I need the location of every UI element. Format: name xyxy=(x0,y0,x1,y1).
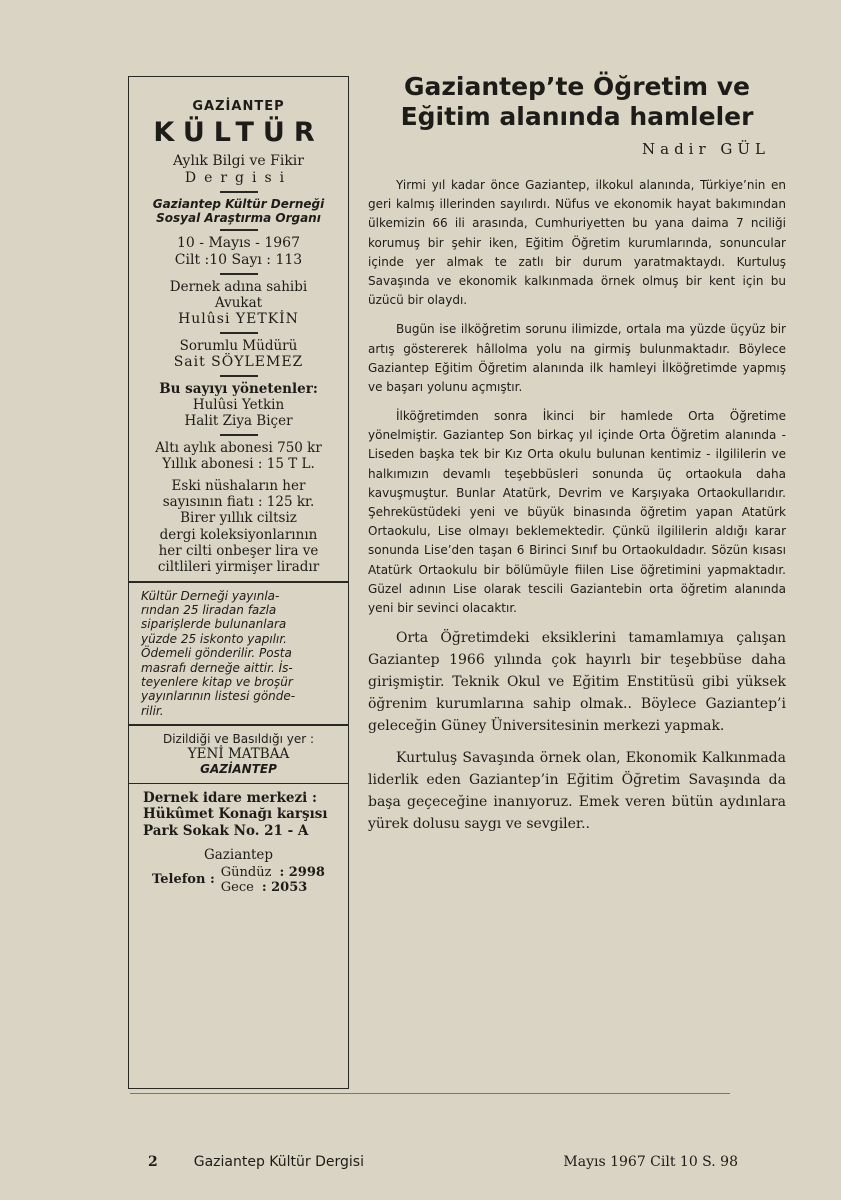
binding-line: ciltlileri yirmişer liradır xyxy=(157,558,320,575)
phone-day-label: Gündüz xyxy=(220,864,272,880)
phone-block xyxy=(133,865,344,895)
masthead-dergisi: Dergisi xyxy=(184,169,293,186)
phone-night: : 2053 xyxy=(261,879,308,895)
masthead-subtitle: Aylık Bilgi ve Fikir xyxy=(173,152,304,169)
article xyxy=(368,72,786,846)
binding-line: her cilti onbeşer lira ve xyxy=(158,542,319,559)
title-line: Eğitim alanında hamleler xyxy=(400,102,754,131)
phone-night-label: Gece xyxy=(220,879,254,895)
bottom-rule xyxy=(130,1093,730,1094)
editor-name: Sait SÖYLEMEZ xyxy=(173,354,304,371)
address-city: Gaziantep xyxy=(203,846,274,863)
editor-label: Sorumlu Müdürü xyxy=(179,338,298,355)
title-line: Gaziantep’te Öğretim ve xyxy=(403,72,751,101)
back-issue-line-1: Eski nüshaların her xyxy=(171,478,306,495)
notice-line: Ödemeli gönderilir. Posta xyxy=(141,646,292,661)
subscription-six-month: Altı aylık abonesi 750 kr xyxy=(155,439,322,456)
divider xyxy=(220,191,258,193)
article-author: Nadir GÜL xyxy=(642,140,770,158)
phone-day: : 2998 xyxy=(279,864,325,880)
notice-line: siparişlerde bulunanlara xyxy=(141,617,287,632)
organ-line-1: Gaziantep Kültür Derneği xyxy=(152,196,325,211)
notice-line: yayınlarının listesi gönde- xyxy=(141,689,296,704)
masthead-box xyxy=(128,76,349,1089)
managers-label: Bu sayıyı yönetenler: xyxy=(159,381,318,398)
footer-issue: Mayıs 1967 Cilt 10 S. 98 xyxy=(563,1154,738,1170)
article-title xyxy=(368,72,786,132)
manager-name: Halit Ziya Biçer xyxy=(184,413,293,430)
phone-label: Telefon : xyxy=(152,872,215,888)
divider xyxy=(220,229,258,231)
section-rule xyxy=(129,581,348,583)
owner-name: Hulûsi YETKİN xyxy=(178,311,299,328)
notice-line: rilir. xyxy=(141,703,164,718)
divider xyxy=(220,332,258,334)
manager-name: Hulûsi Yetkin xyxy=(192,397,285,414)
notice-line: Kültür Derneği yayınla- xyxy=(141,588,280,603)
printed-label: Dizildiği ve Basıldığı yer : xyxy=(162,731,315,746)
divider xyxy=(220,434,258,436)
back-issue-line-2: sayısının fiatı : 125 kr. xyxy=(162,494,315,511)
address-line: Hükûmet Konağı karşısı xyxy=(143,806,328,823)
binding-line: dergi koleksiyonlarının xyxy=(159,526,318,543)
divider xyxy=(220,375,258,377)
masthead-title: KÜLTÜR xyxy=(153,116,324,148)
footer-magazine: Gaziantep Kültür Dergisi xyxy=(193,1154,364,1170)
notice-line: yüzde 25 iskonto yapılır. xyxy=(141,631,287,646)
article-paragraph: Yirmi yıl kadar önce Gaziantep, ilkokul alanında, Türkiye’nin en geri kalmış illerinden sayılırdı. Nüfus ve ekonomik hayat bakımından ülkemizin 66 ili arasında, Cumhuriyetten bu yana daima 7 nciliği korumuş bir şehir iken, Eğitim Öğretim kurumlarında, sonuncular içinde yer almak te zatlı bir durum yaratmaktaydı. Kurtuluş Savaşında ve ekonomik kalkınmada örnek olmuş bir kent için bu üzücü bir olaydı. xyxy=(368,178,786,308)
notice-line: teyenlere kitap ve broşür xyxy=(141,675,293,690)
discount-notice xyxy=(133,589,344,719)
printer-name: YENİ MATBAA xyxy=(187,746,290,763)
section-rule xyxy=(129,783,348,785)
binding-line: Birer yıllık ciltsiz xyxy=(180,510,297,527)
printer-city: GAZİANTEP xyxy=(200,762,277,777)
article-paragraph: Kurtuluş Savaşında örnek olan, Ekonomik Kalkınmada liderlik eden Gaziantep’in Eğitim Öğretim Savaşında da başa geçeceğine inanıyoruz. Emek veren bütün aydınlara yürek dolusu saygı ve sevgiler.. xyxy=(368,749,786,832)
article-paragraph: Bugün ise ilköğretim sorunu ilimizde, ortala ma yüzde üçyüz bir artış göstererek hâllolma yolu na girmiş bulunmaktadır. Böylece Gaziantep Eğitim Öğretim alanında ilk hamleyi İlköğretimde yapmış ve başarı yolunu açmıştır. xyxy=(368,322,786,394)
issue-volume: Cilt :10 Sayı : 113 xyxy=(174,252,303,269)
page-footer xyxy=(148,1154,738,1170)
article-paragraph: Orta Öğretimdeki eksiklerini tamamlamıya çalışan Gaziantep 1966 yılında çok hayırlı bir teşebbüse daha girişmiştir. Teknik Okul ve Eğitim Enstitüsü gibi yüksek öğrenim kurumlarına sahip olmak.. Böylece Gaziantep’i geleceğin Güney Üniversitesinin merkezi yapmak. xyxy=(368,630,786,734)
page-number: 2 xyxy=(148,1154,158,1170)
address-line: Dernek idare merkezi : xyxy=(143,790,317,807)
section-rule xyxy=(129,724,348,726)
divider xyxy=(220,273,258,275)
owner-label: Dernek adına sahibi xyxy=(169,278,308,295)
notice-line: masrafı derneğe aittir. İs- xyxy=(141,660,293,675)
masthead-publisher: GAZİANTEP xyxy=(192,99,285,114)
subscription-yearly: Yıllık abonesi : 15 T L. xyxy=(162,455,315,472)
owner-title: Avukat xyxy=(214,295,263,312)
notice-line: rından 25 liradan fazla xyxy=(141,603,277,618)
article-paragraph: İlköğretimden sonra İkinci bir hamlede Orta Öğretime yönelmiştir. Gaziantep Son birkaç yıl içinde Orta Öğretim alanında - Liseden başka tek bir Kız Orta okulu bulunan kentimiz - ilgililerin ve halkımızın devamlı teşebbüsleri sonunda üç ortaokula daha kavuşmuştur. Bunlar Atatürk, Devrim ve Karşıyaka Ortaokullarıdır. Şehreküstüdeki yeni ve büyük binasında öğretim yapan Atatürk Ortaokulu, Lise olmayı beklemektedir. Çünkü ilgililerin aldığı karar sonunda Lise’den taşan 6 Birinci Sınıf bu Ortaokuldadır. Sözün kısası Atatürk Ortaokulu bir bölümüyle fiilen Lise öğretimini yapmaktadır. Güzel adının Lise olarak tescili Gaziantebin orta öğretim alanında yeni bir sevinci olacaktır. xyxy=(368,409,786,615)
address-line: Park Sokak No. 21 - A xyxy=(143,822,309,839)
issue-date: 10 - Mayıs - 1967 xyxy=(177,235,300,252)
organ-line-2: Sosyal Araştırma Organı xyxy=(156,210,321,225)
